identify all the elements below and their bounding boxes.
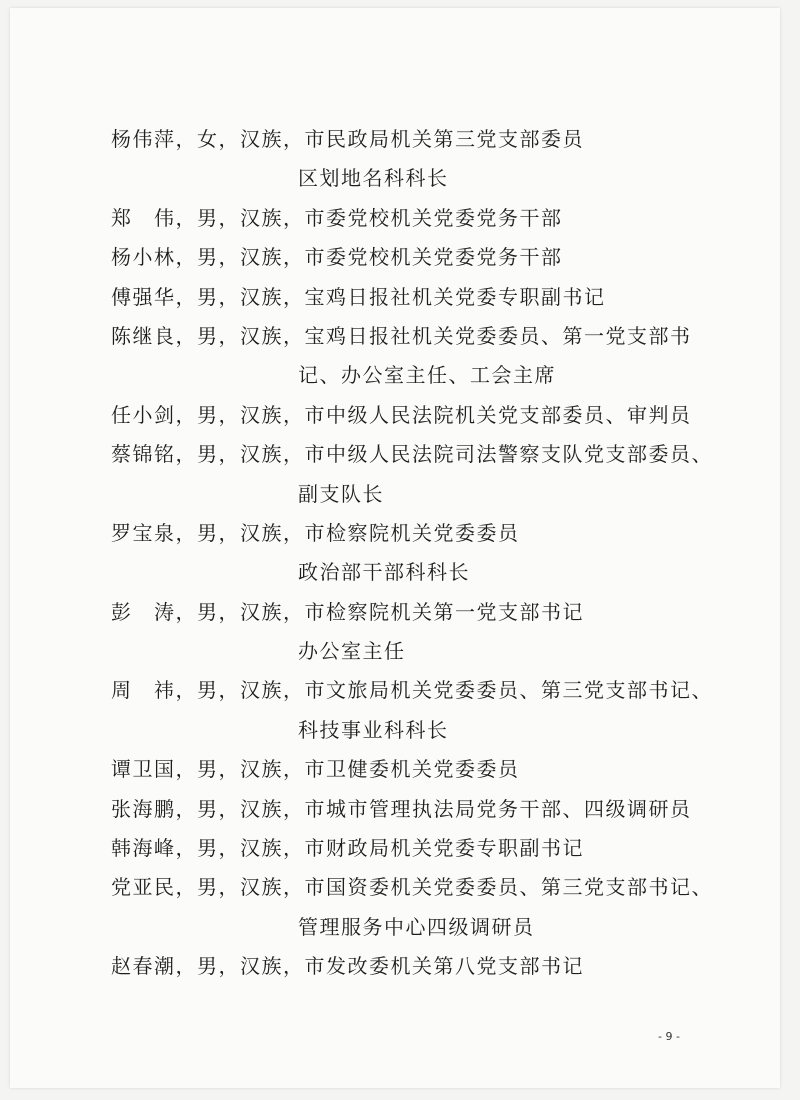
member-entry: 韩海峰，男，汉族，市财政局机关党委专职副书记 — [111, 836, 584, 861]
member-entry-continuation: 政治部干部科科长 — [298, 560, 470, 585]
member-entry-continuation: 管理服务中心四级调研员 — [298, 914, 535, 939]
member-entry: 杨伟萍，女，汉族，市民政局机关第三党支部委员 — [111, 127, 584, 151]
member-entry-continuation: 副支队长 — [298, 481, 384, 506]
member-entry: 罗宝泉，男，汉族，市检察院机关党委委员 — [111, 520, 520, 545]
member-list — [111, 120, 711, 987]
member-entry-continuation: 记、办公室主任、工会主席 — [298, 363, 556, 388]
member-entry: 谭卫国，男，汉族，市卫健委机关党委委员 — [111, 757, 520, 782]
member-entry: 张海鹏，男，汉族，市城市管理执法局党务干部、四级调研员 — [111, 796, 692, 821]
member-entry: 傅强华，男，汉族，宝鸡日报社机关党委专职副书记 — [111, 284, 606, 309]
member-entry: 任小剑，男，汉族，市中级人民法院机关党支部委员、审判员 — [111, 402, 692, 427]
member-entry-continuation: 区划地名科科长 — [298, 166, 449, 191]
document-page — [10, 8, 780, 1088]
member-entry: 党亚民，男，汉族，市国资委机关党委委员、第三党支部书记、 — [111, 875, 713, 900]
member-entry-continuation: 办公室主任 — [298, 639, 406, 664]
member-entry: 周 祎，男，汉族，市文旅局机关党委委员、第三党支部书记、 — [111, 678, 713, 703]
member-entry: 彭 涛，男，汉族，市检察院机关第一党支部书记 — [111, 599, 584, 624]
member-entry: 蔡锦铭，男，汉族，市中级人民法院司法警察支队党支部委员、 — [111, 442, 713, 467]
member-entry: 郑 伟，男，汉族，市委党校机关党委党务干部 — [111, 205, 563, 230]
page-number: - 9 - — [658, 1030, 680, 1043]
member-entry: 陈继良，男，汉族，宝鸡日报社机关党委委员、第一党支部书 — [111, 323, 692, 348]
member-entry: 杨小林，男，汉族，市委党校机关党委党务干部 — [111, 245, 563, 270]
member-entry: 赵春潮，男，汉族，市发改委机关第八党支部书记 — [111, 954, 584, 979]
member-entry-continuation: 科技事业科科长 — [298, 717, 449, 742]
